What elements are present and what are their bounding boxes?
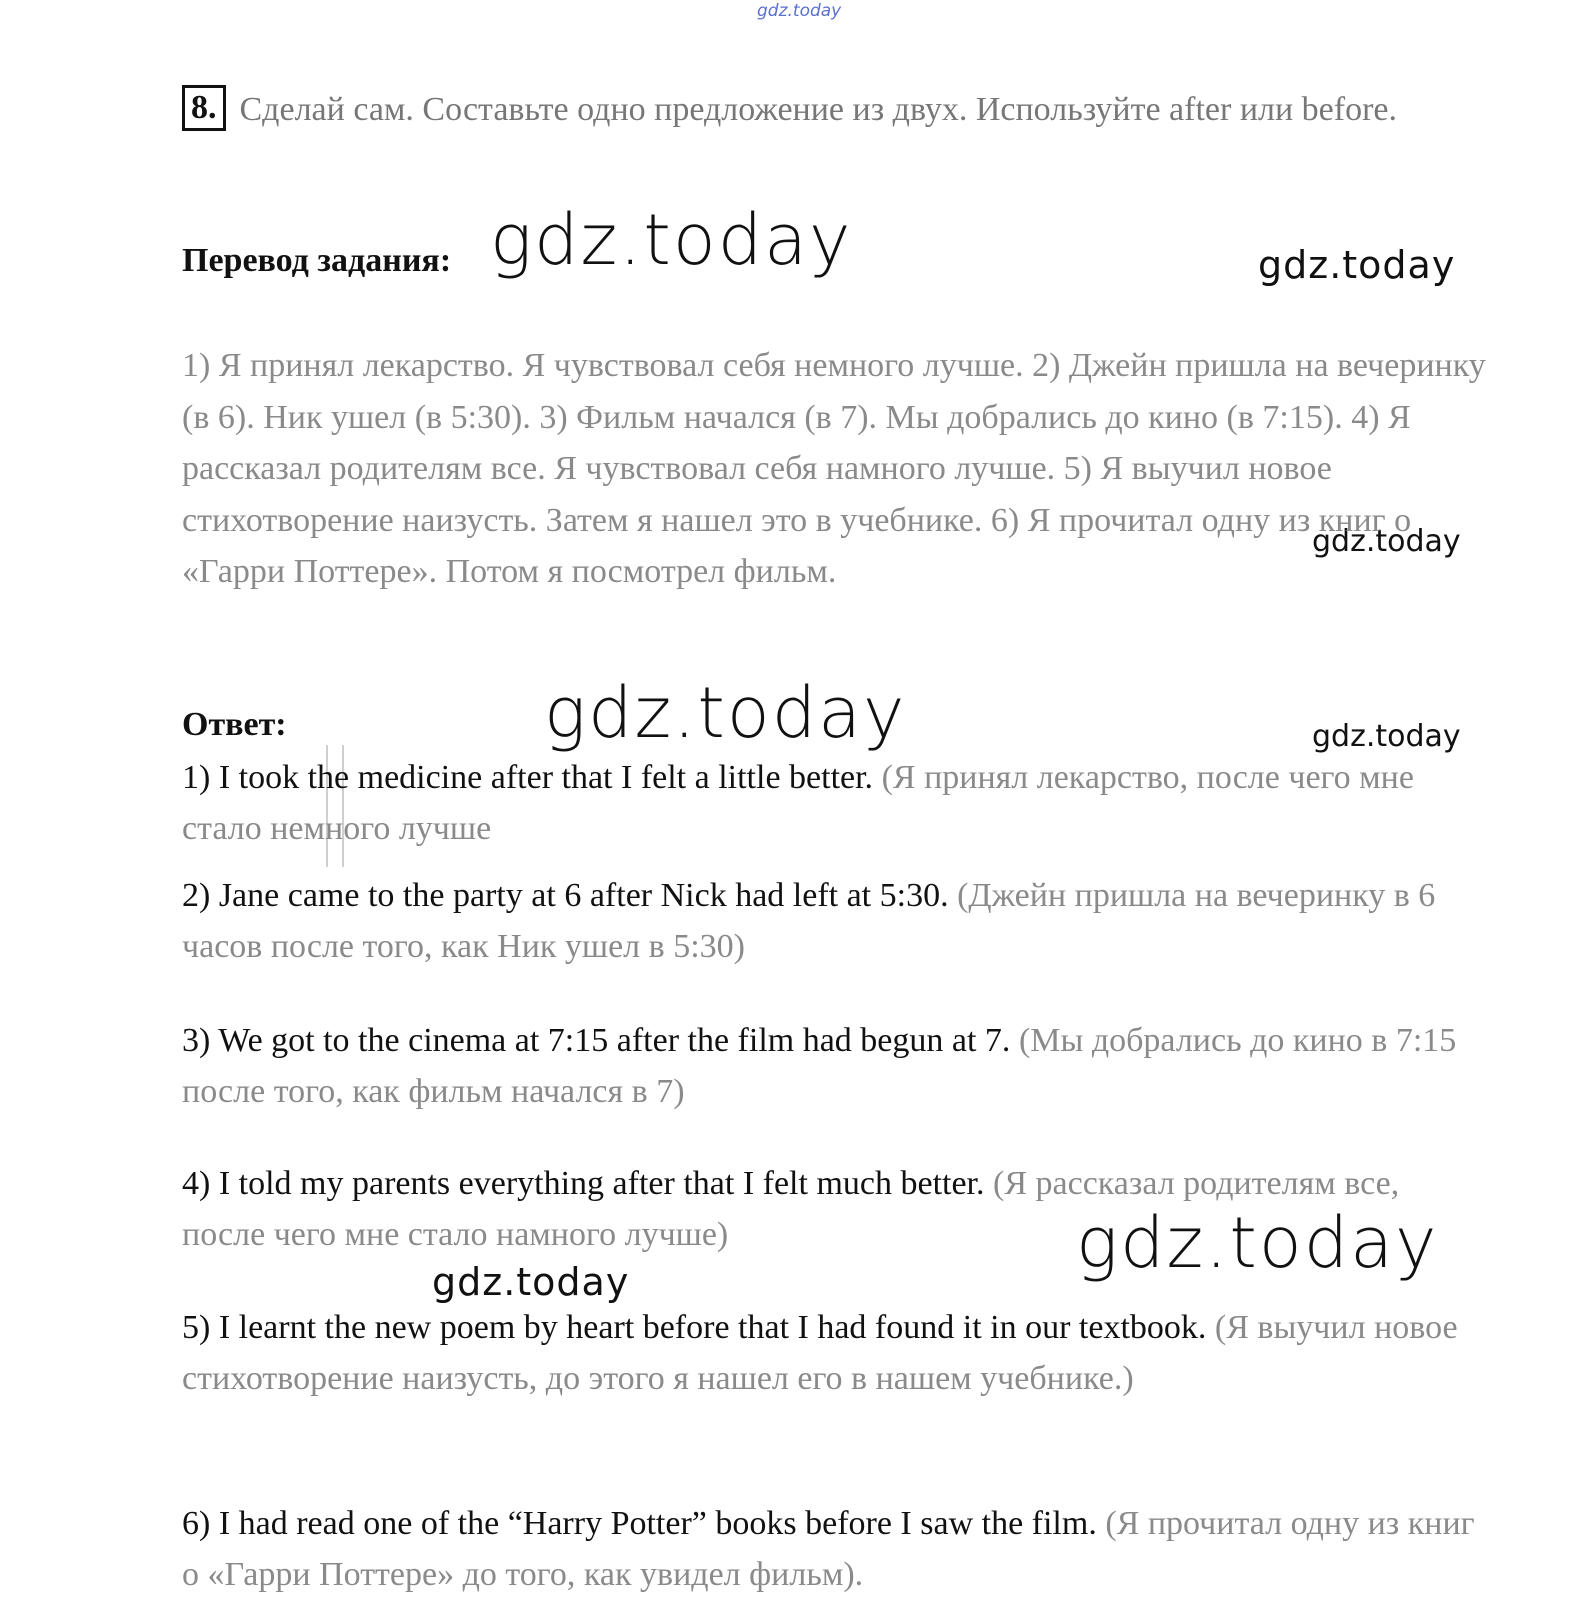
answer-english: 1) I took the medicine after that I felt a little better. xyxy=(182,759,874,796)
answer-item xyxy=(182,1498,1482,1600)
task-text: Сделай сам. Составьте одно предложение из двух. Используйте after или before. xyxy=(239,91,1398,128)
watermark-medium: gdz.today xyxy=(1258,243,1456,287)
answer-russian: (Я выучил новое стихотворение наизусть, до этого я нашел его в нашем учебнике.) xyxy=(182,1309,1458,1397)
answer-russian: (Я прочитал одну из книг о «Гарри Поттере» до того, как увидел фильм). xyxy=(182,1505,1475,1593)
watermark-top: gdz.today xyxy=(757,1,842,21)
watermark-medium: gdz.today xyxy=(432,1260,630,1304)
task-number: 8. xyxy=(182,85,226,131)
answer-item xyxy=(182,1158,1482,1260)
answer-english: 5) I learnt the new poem by heart before that I had found it in our textbook. xyxy=(182,1309,1207,1346)
watermark-small: gdz.today xyxy=(1312,524,1461,559)
watermark-small: gdz.today xyxy=(1312,719,1461,754)
translation-text: 1) Я принял лекарство. Я чувствовал себя немного лучше. 2) Джейн пришла на вечеринку (в 6). Ник ушел (в 5:30). 3) Фильм начался (в 7). Мы добрались до кино (в 7:15). 4) Я рассказал родителям все. Я чувствовал себя намного лучше. 5) Я выучил новое стихотворение наизусть. Затем я нашел это в учебнике. 6) Я прочитал одну из книг о «Гарри Поттере». Потом я посмотрел фильм. xyxy=(182,347,1486,590)
answer-english: 3) We got to the cinema at 7:15 after the film had begun at 7. xyxy=(182,1022,1011,1059)
answer-english: 2) Jane came to the party at 6 after Nick had left at 5:30. xyxy=(182,877,949,914)
answer-english: 4) I told my parents everything after that I felt much better. xyxy=(182,1165,985,1202)
answer-russian: (Я рассказал родителям все, после чего мне стало намного лучше) xyxy=(182,1165,1400,1253)
watermark-large: gdz.today xyxy=(1076,1202,1439,1284)
answer-heading: Ответ: xyxy=(182,706,287,743)
answer-english: 6) I had read one of the “Harry Potter” books before I saw the film. xyxy=(182,1505,1097,1542)
answer-russian: (Джейн пришла на вечеринку в 6 часов после того, как Ник ушел в 5:30) xyxy=(182,877,1436,965)
answer-item xyxy=(182,870,1482,972)
answer-item xyxy=(182,1015,1482,1117)
answer-item xyxy=(182,1302,1482,1404)
task-statement xyxy=(182,84,1482,136)
answer-russian: (Я принял лекарство, после чего мне стало немного лучше xyxy=(182,759,1414,847)
translation-heading: Перевод задания: xyxy=(182,242,452,279)
answer-item xyxy=(182,752,1482,854)
watermark-large: gdz.today xyxy=(490,199,853,281)
answer-russian: (Мы добрались до кино в 7:15 после того, как фильм начался в 7) xyxy=(182,1022,1457,1110)
watermark-large: gdz.today xyxy=(544,672,907,754)
